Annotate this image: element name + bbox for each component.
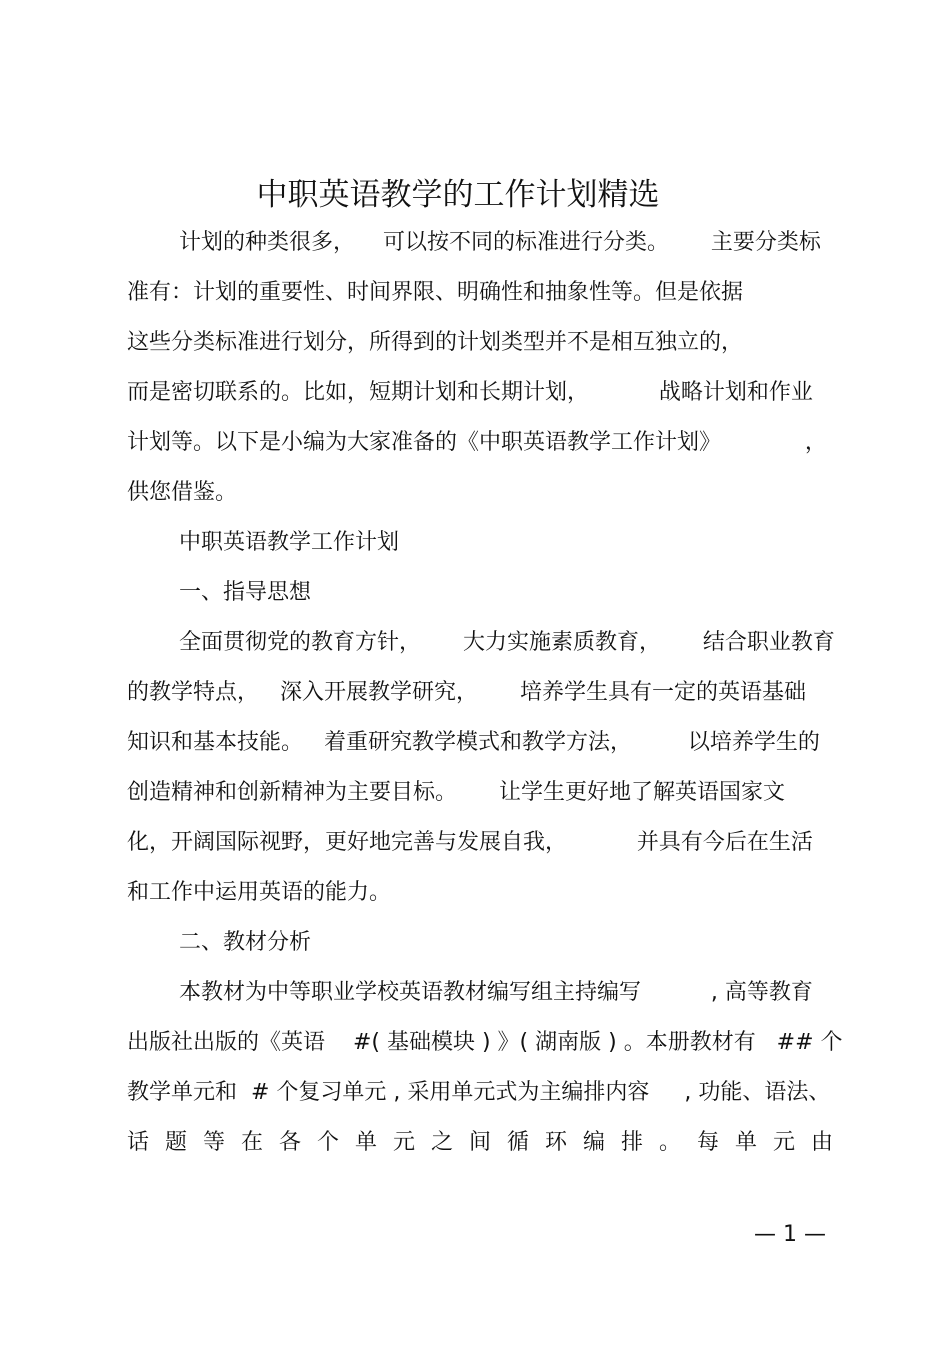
section-heading: 二、教材分析 xyxy=(179,930,312,955)
section-heading: 一、指导思想 xyxy=(179,580,312,605)
document-title: 中职英语教学的工作计划精选 xyxy=(256,177,660,213)
paragraph-line: 全面贯彻党的教育方针， 大力实施素质教育， 结合职业教育 xyxy=(179,630,835,655)
paragraph-line: 准有：计划的重要性、时间界限、明确性和抽象性等。但是依据 xyxy=(127,280,744,305)
paragraph-line: 化，开阔国际视野，更好地完善与发展自我， 并具有今后在生活 xyxy=(127,830,813,855)
paragraph-line: 这些分类标准进行划分，所得到的计划类型并不是相互独立的， xyxy=(127,330,744,355)
paragraph-line: 的教学特点， 深入开展教学研究， 培养学生具有一定的英语基础 xyxy=(127,680,806,705)
paragraph-line: 供您借鉴。 xyxy=(127,480,238,505)
paragraph-line: 计划的种类很多， 可以按不同的标准进行分类。 主要分类标 xyxy=(179,230,821,255)
paragraph-line: 和工作中运用英语的能力。 xyxy=(127,880,392,905)
section-heading: 中职英语教学工作计划 xyxy=(179,530,400,555)
paragraph-line: 知识和基本技能。 着重研究教学模式和教学方法， 以培养学生的 xyxy=(127,730,820,755)
paragraph-line: 出版社出版的《英语 #( 基础模块 ) 》( 湖南版 ) 。本册教材有 ## 个 xyxy=(127,1030,843,1055)
paragraph-line: 而是密切联系的。比如，短期计划和长期计划， 战略计划和作业 xyxy=(127,380,813,405)
paragraph-line: 本教材为中等职业学校英语教材编写组主持编写 , 高等教育 xyxy=(179,980,813,1005)
paragraph-line: 话 题 等 在 各 个 单 元 之 间 循 环 编 排 。 每 单 元 由 xyxy=(127,1130,833,1155)
page-number: — 1 — xyxy=(754,1222,826,1247)
paragraph-line: 创造精神和创新精神为主要目标。 让学生更好地了解英语国家文 xyxy=(127,780,785,805)
paragraph-line: 教学单元和 # 个复习单元 , 采用单元式为主编排内容 , 功能、语法、 xyxy=(127,1080,831,1105)
paragraph-line: 计划等。以下是小编为大家准备的《中职英语教学工作计划》 ， xyxy=(127,430,827,455)
